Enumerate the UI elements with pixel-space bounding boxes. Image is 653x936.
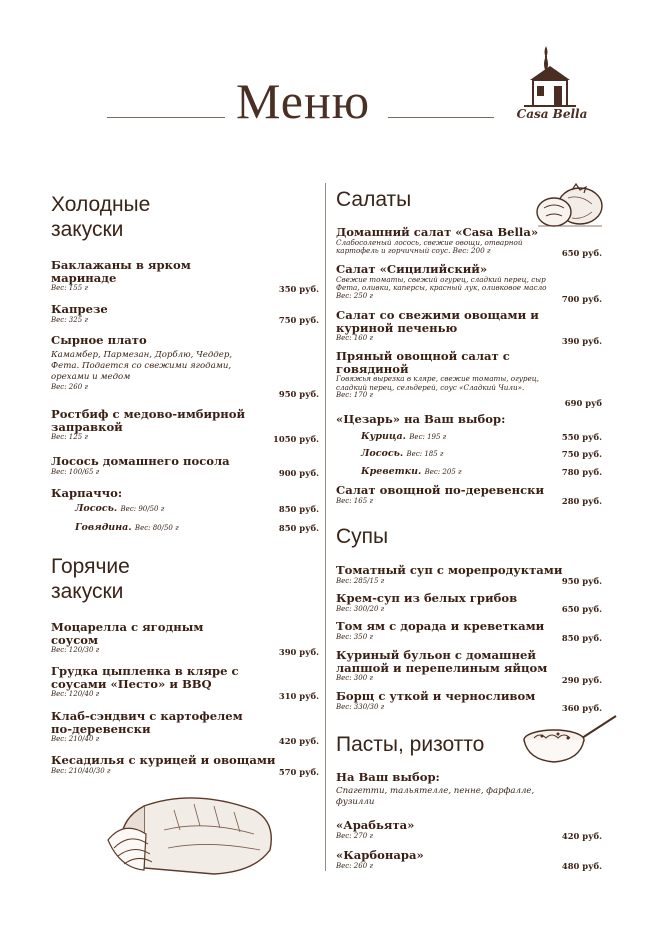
menu-item: Грудка цыпленка в кляре с соусами «Песто» и BBQ Вес: 120/40 г 310 руб. [51,664,319,701]
pasta-bowl-illustration [522,712,618,764]
menu-item: «Арабьята» Вес: 270 г 420 руб. [336,818,602,841]
menu-item: «Цезарь» на Ваш выбор: [336,412,506,426]
bread-illustration [104,790,280,882]
caesar-option: Курица. Вес: 195 г [361,431,447,442]
menu-item: Баклажаны в ярком маринаде Вес: 155 г 350 руб. [51,258,319,294]
soups-heading: Супы [336,525,389,548]
menu-item: Лосось домашнего посола Вес: 100/65 г 900 руб. [51,454,319,478]
logo-text: Casa Bella [516,107,588,121]
menu-item: Домашний салат «Casa Bella» Слабосоленый лосось, свежие овощи, отварной картофель и горчичный соус. Вес: 200 г 650 руб. [336,225,602,258]
casa-bella-logo [516,44,588,122]
menu-item: Пряный овощной салат с говядиной Говяжья вырезка в кляре, свежие томаты, огурец, сладкий перец, сельдерей, соус «Сладкий Чили». Вес: 170 г 690 руб [336,349,602,408]
menu-item: Салат овощной по-деревенски Вес: 165 г 280 руб. [336,483,602,506]
menu-item: Сырное плато Камамбер, Пармезан, Дорблю, Чеддер, Фета. Подается со свежими ягодами, орехами и медом Вес: 260 г 950 руб. [51,333,319,399]
column-divider [325,183,326,871]
menu-item: Борщ с уткой и черносливом Вес: 330/30 г 360 руб. [336,689,602,713]
menu-item: Клаб-сэндвич с картофелем по-деревенски Вес: 210/40 г 420 руб. [51,709,319,746]
menu-item: Кесадилья с курицей и овощами Вес: 210/40/30 г 570 руб. [51,753,319,777]
carpaccio-option: Лосось. Вес: 90/50 г [75,503,165,514]
menu-item: Томатный суп с морепродуктами Вес: 285/15 г 950 руб. [336,563,602,586]
menu-item: «Карбонара» Вес: 260 г 480 руб. [336,848,602,871]
caesar-option: Креветки. Вес: 205 г [361,466,462,477]
menu-item: Капрезе Вес: 325 г 750 руб. [51,302,319,325]
menu-item: Салат «Сицилийский» Свежие томаты, свежий огурец, сладкий перец, сыр Фета, оливки, каперсы, красный лук, оливковое масло Вес: 250 г 700 руб. [336,262,602,304]
menu-item: Моцарелла с ягодным соусом Вес: 120/30 г 390 руб. [51,620,319,657]
title-rule-left [107,117,225,118]
title-rule-right [388,117,494,118]
menu-item: Карпаччо: [51,486,123,500]
carpaccio-option: Говядина. Вес: 80/50 г [75,522,179,533]
salads-heading: Салаты [336,188,412,211]
tomato-illustration [532,178,606,230]
cold-heading: Холодные закуски [51,193,151,241]
menu-item: Куриный бульон с домашней лапшой и перепелиным яйцом Вес: 300 г 290 руб. [336,648,602,685]
menu-item: Крем-суп из белых грибов Вес: 300/20 г 650 руб. [336,591,602,614]
menu-item: Том ям с дорада и креветками Вес: 350 г 850 руб. [336,619,602,643]
hot-heading: Горячие закуски [51,555,130,603]
page-title: Меню [236,73,371,129]
menu-item: Ростбиф с медово-имбирной заправкой Вес: 125 г 1050 руб. [51,407,319,444]
caesar-option: Лосось. Вес: 185 г [361,448,444,459]
menu-item: Салат со свежими овощами и куриной печенью Вес: 160 г 390 руб. [336,308,602,346]
pasta-choice: На Ваш выбор: Спагетти, тальятелле, пенне, фарфалле, фузилли [336,770,535,807]
pasta-heading: Пасты, ризотто [336,733,485,756]
